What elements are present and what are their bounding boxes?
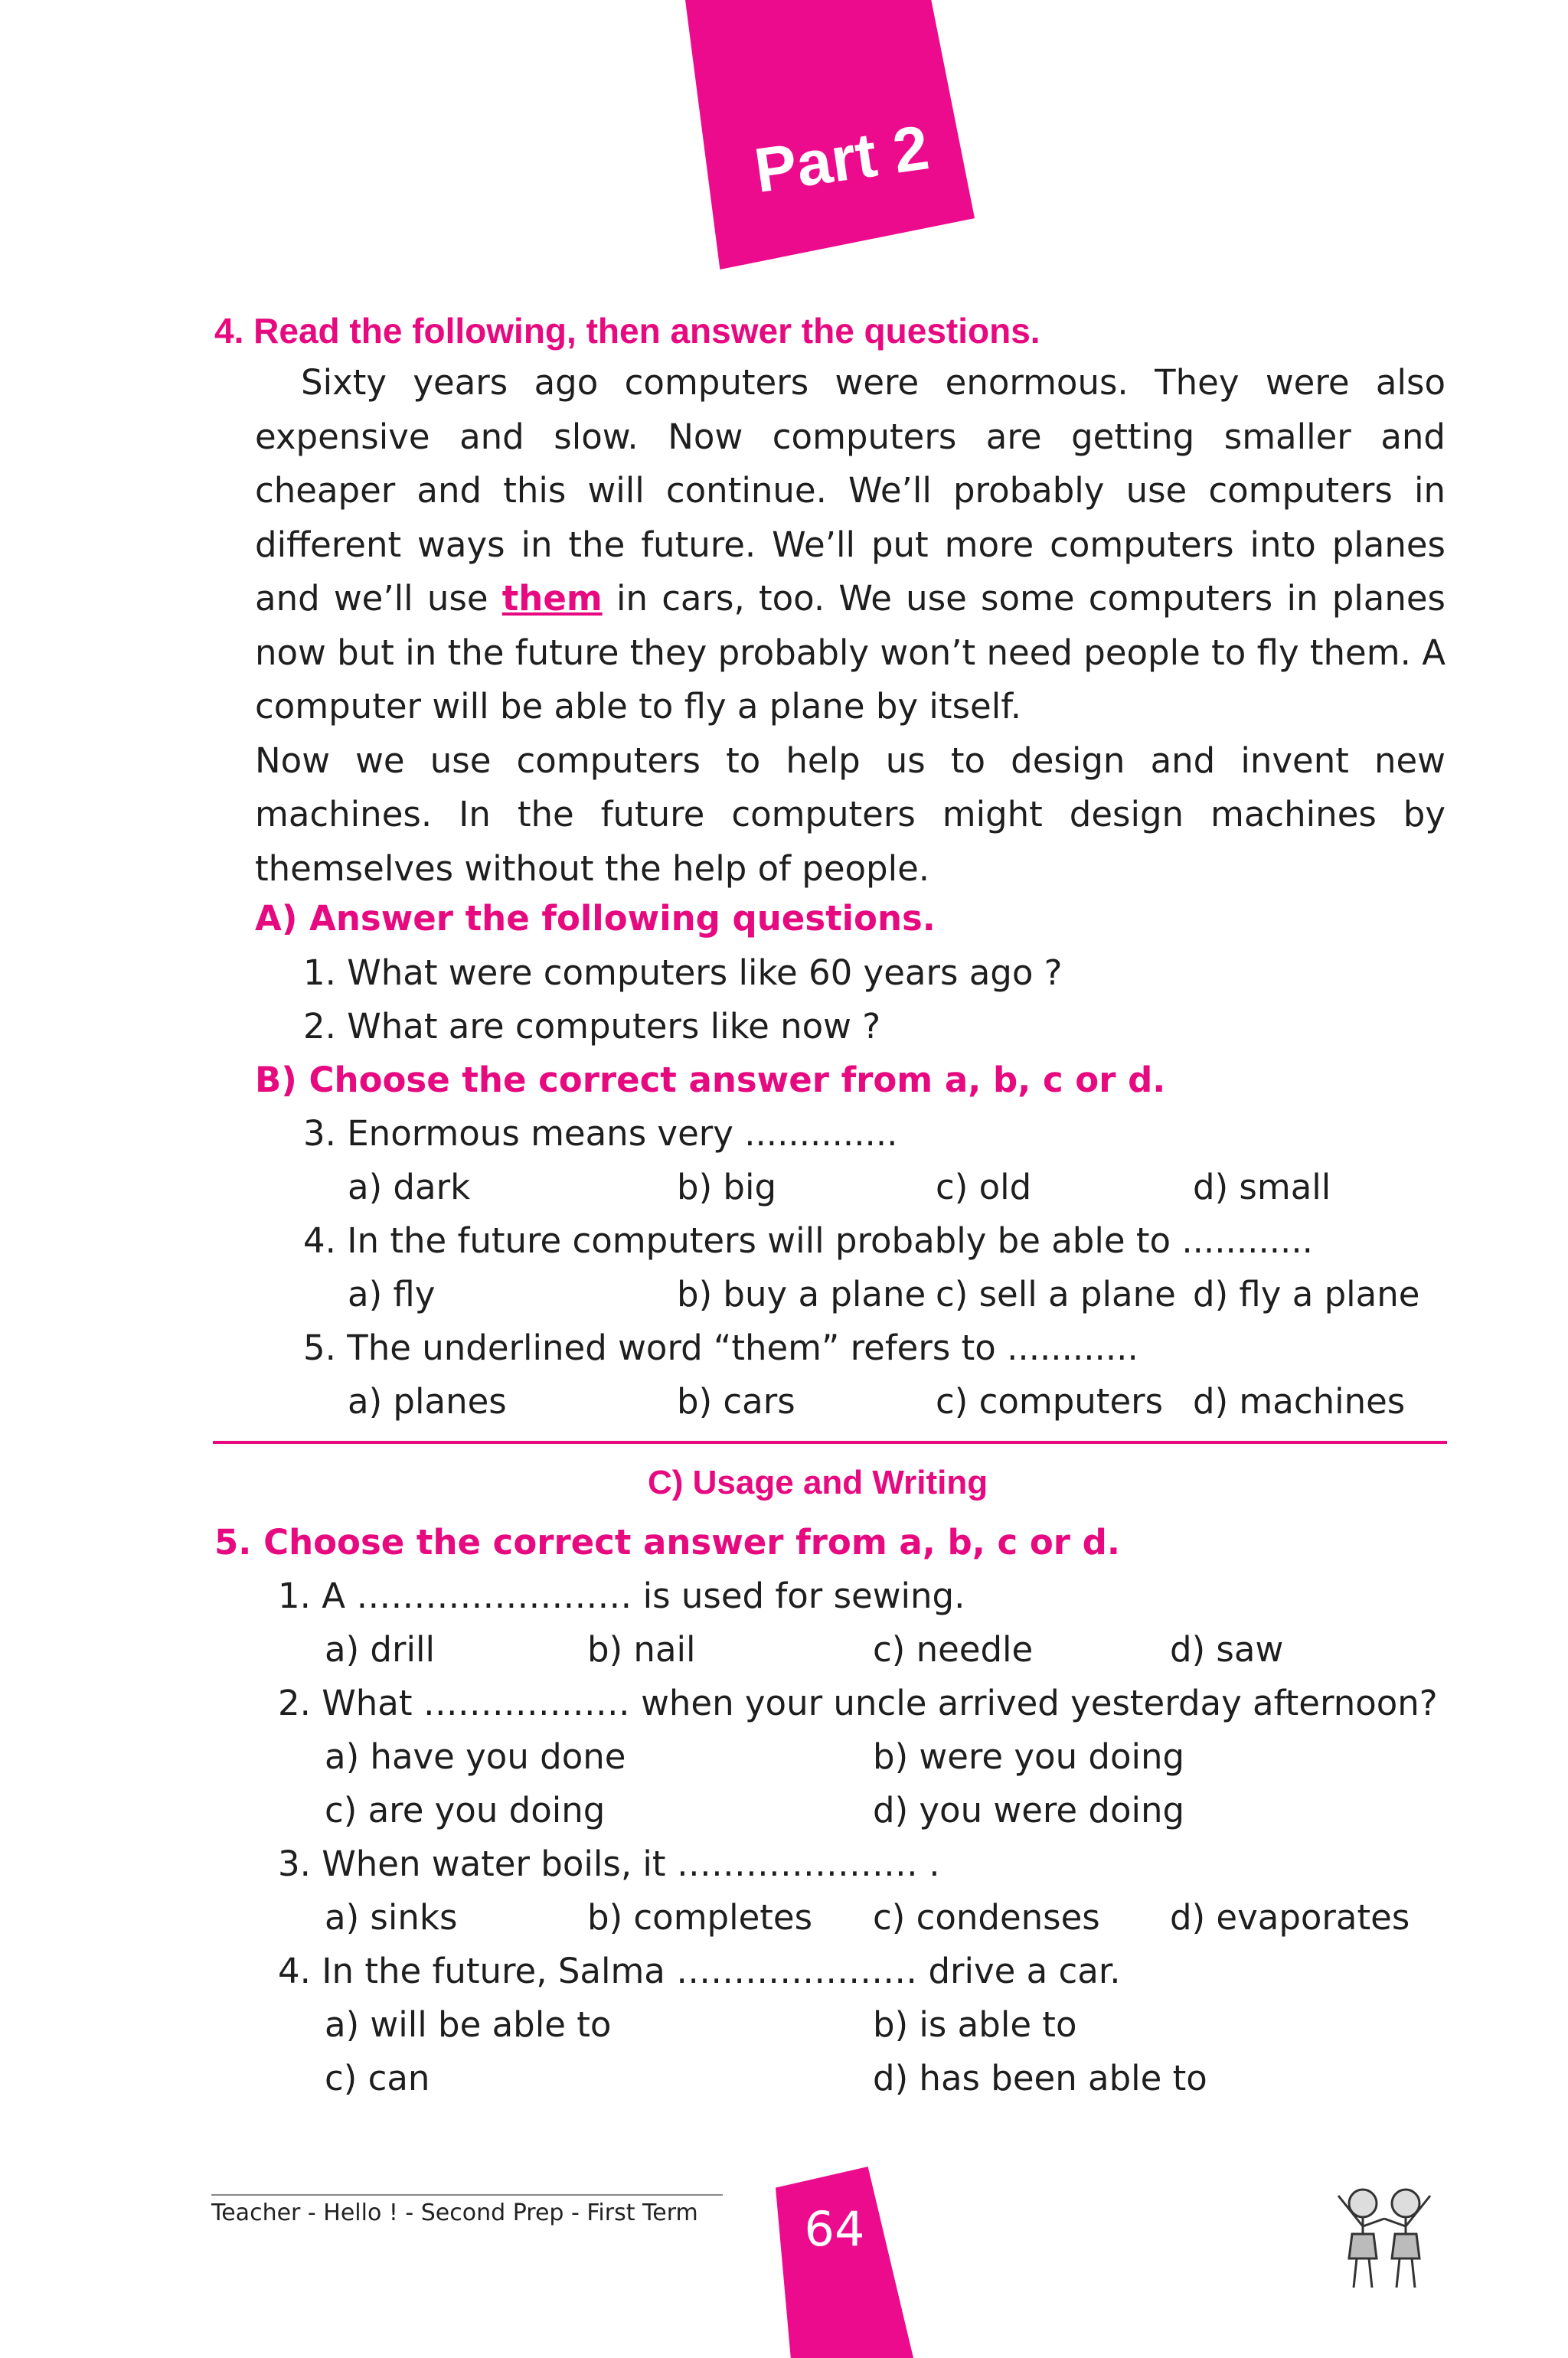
option-b5-d: d) machines [1193,1381,1406,1422]
option-b3-d: d) small [1193,1167,1331,1207]
option-b4-a: a) fly [348,1274,436,1315]
reading-passage [255,356,1446,896]
part-b-heading: B) Choose the correct answer from a, b, c or d. [255,1060,1166,1100]
option-c1-d: d) saw [1170,1629,1284,1670]
option-b5-c: c) computers [936,1381,1164,1422]
question-b3: 3. Enormous means very .............. [303,1113,898,1154]
option-b4-c: c) sell a plane [936,1274,1176,1315]
option-b4-b: b) buy a plane [677,1274,926,1315]
option-c4-a: a) will be able to [325,2004,612,2045]
option-c4-d: d) has been able to [873,2058,1207,2098]
option-c4-b: b) is able to [873,2004,1077,2045]
option-c3-d: d) evaporates [1170,1897,1410,1938]
option-c3-a: a) sinks [325,1897,458,1938]
option-c2-c: c) are you doing [325,1790,606,1831]
part-title: Part 2 [750,113,933,207]
option-b3-c: c) old [936,1167,1032,1207]
option-b5-a: a) planes [348,1381,507,1422]
option-c2-d: d) you were doing [873,1790,1185,1831]
question-c1: 1. A …………………… is used for sewing. [278,1576,965,1616]
section-5-heading: 5. Choose the correct answer from a, b, c or d. [214,1522,1120,1563]
kids-illustration [1323,2173,1446,2294]
footer-book-title: Teacher - Hello ! - Second Prep - First Term [211,2200,698,2226]
option-c2-a: a) have you done [325,1736,626,1777]
page-number-tab [776,2167,913,2358]
section-divider [213,1441,1447,1444]
part-a-heading: A) Answer the following questions. [255,898,936,939]
option-c1-b: b) nail [587,1629,696,1670]
underlined-word-them: them [501,578,603,619]
question-a2: 2. What are computers like now ? [303,1006,881,1047]
option-c2-b: b) were you doing [873,1736,1185,1777]
question-b4: 4. In the future computers will probably be able to ............ [303,1220,1313,1261]
option-b3-b: b) big [677,1167,777,1207]
usage-writing-heading: C) Usage and Writing [648,1464,988,1501]
page-number: 64 [804,2201,865,2257]
option-c4-c: c) can [325,2058,430,2098]
question-b5: 5. The underlined word “them” refers to ............ [303,1328,1138,1368]
option-b3-a: a) dark [348,1167,471,1207]
option-c1-a: a) drill [325,1629,436,1670]
option-b4-d: d) fly a plane [1193,1274,1420,1315]
option-c1-c: c) needle [873,1629,1034,1670]
passage-paragraph-1: Sixty years ago computers were enormous. They were also expensive and slow. Now computers are getting smaller and cheaper and this will continue. We’ll probably use computers in different ways in the future. We’ll put more computers into planes and we’ll use them in cars, too. We use some computers in planes now but in the future they probably won’t need people to fly them. A computer will be able to fly a plane by itself. [255,362,1446,727]
passage-paragraph-2: Now we use computers to help us to design and invent new machines. In the future computers might design machines by themselves without the help of people. [255,740,1446,889]
question-a1: 1. What were computers like 60 years ago ? [303,952,1063,993]
question-c3: 3. When water boils, it ………………… . [278,1844,940,1884]
option-b5-b: b) cars [677,1381,795,1422]
question-c2: 2. What ……………… when your uncle arrived yesterday afternoon? [278,1683,1438,1723]
option-c3-c: c) condenses [873,1897,1100,1938]
question-c4: 4. In the future, Salma ………………… drive a car. [278,1951,1121,1991]
option-c3-b: b) completes [587,1897,813,1938]
section-4-heading: 4. Read the following, then answer the questions. [214,311,1040,351]
footer-rule [211,2194,723,2196]
